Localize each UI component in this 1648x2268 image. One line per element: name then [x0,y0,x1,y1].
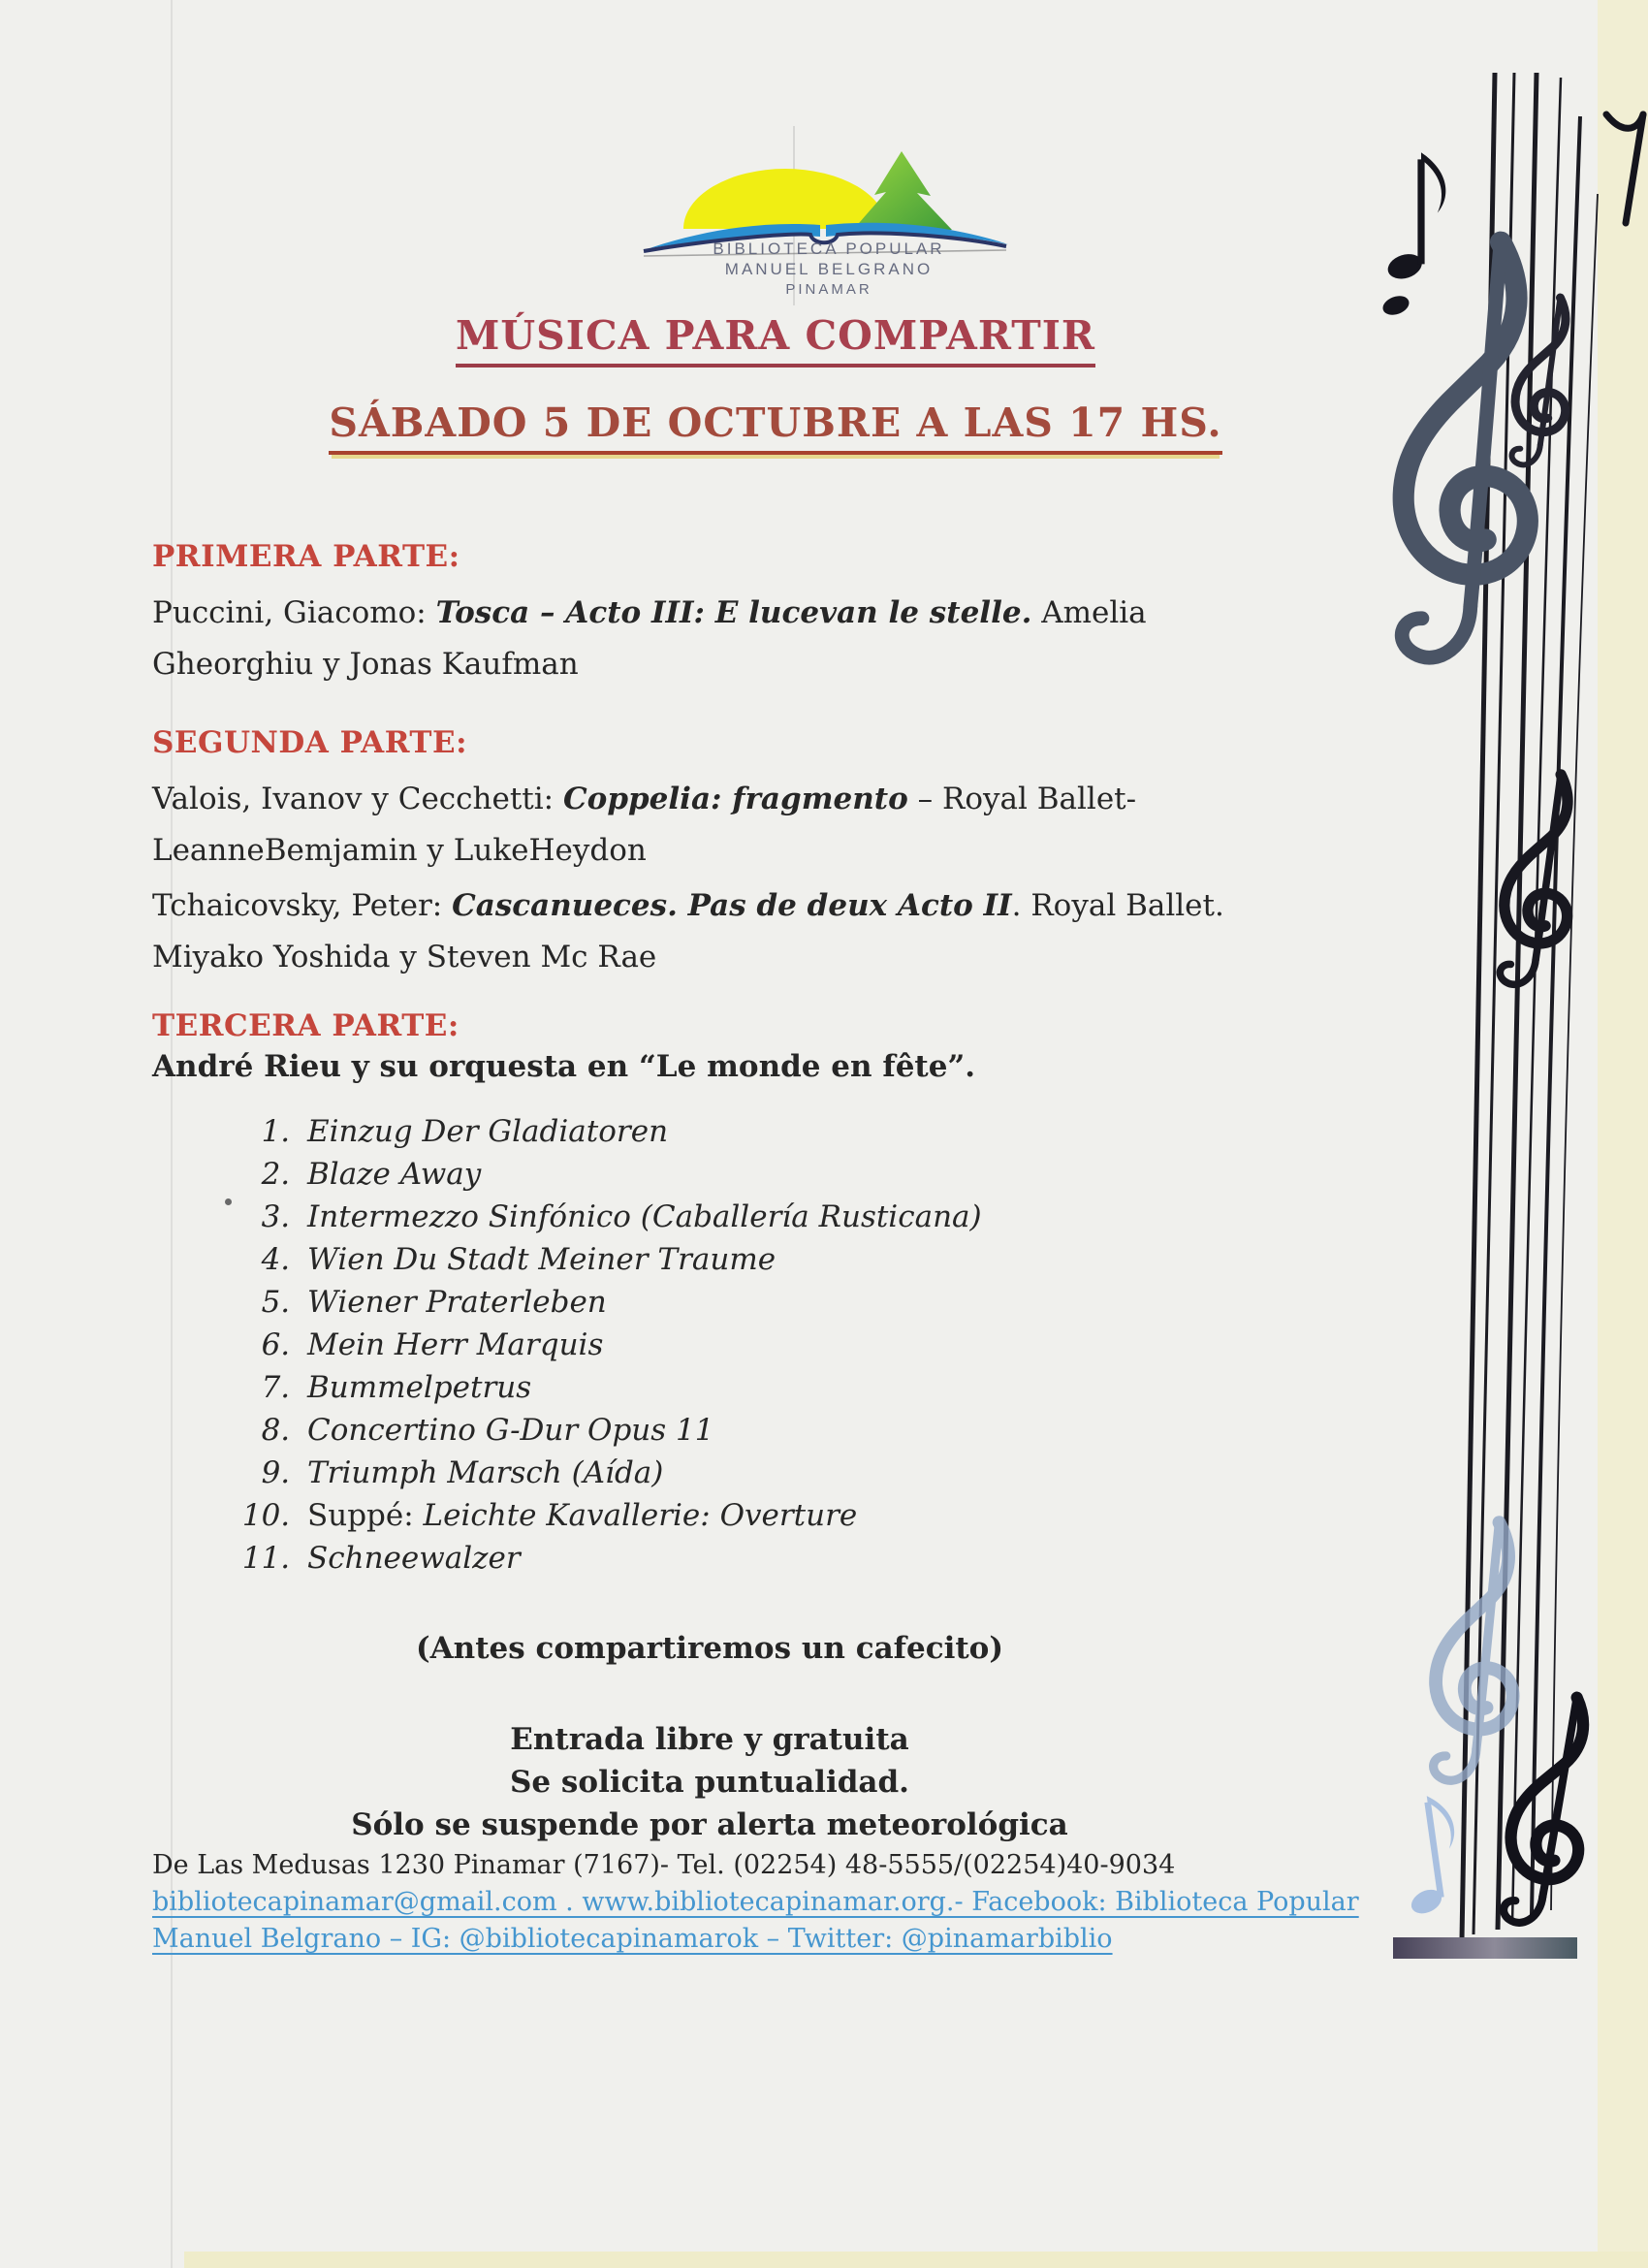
list-item: 3. Intermezzo Sinfónico (Caballería Rusticana) [300,1197,1025,1238]
section-heading-segunda: SEGUNDA PARTE: [152,725,468,760]
note-puntualidad: Se solicita puntualidad. [510,1765,909,1800]
footer-address: De Las Medusas 1230 Pinamar (7167)- Tel. (02254) 48-5555/(02254)40-9034 [152,1850,1176,1880]
page-title: MÚSICA PARA COMPARTIR [165,312,1386,367]
list-item: 2. Blaze Away [300,1154,1025,1196]
list-item: 10. Suppé: Leichte Kavallerie: Overture [300,1495,1025,1537]
music-rest-icon [1606,114,1643,223]
gradient-bar [1393,1937,1577,1959]
event-date-title: SÁBADO 5 DE OCTUBRE A LAS 17 HS. [165,399,1386,455]
logo-line-3: PINAMAR [785,281,872,298]
list-item: 5. Wiener Praterleben [300,1282,1025,1324]
list-item: 11. Schneewalzer [300,1538,1025,1580]
program-paragraph-coppelia: Valois, Ivanov y Cecchetti: Coppelia: fragmento – Royal Ballet-LeanneBemjamin y LukeHeydon [152,782,1137,868]
list-item: 1. Einzug Der Gladiatoren [300,1111,1025,1153]
sun-icon [683,169,887,229]
work-title: Cascanueces. Pas de deux Acto II [452,888,1012,923]
program-paragraph-puccini: Puccini, Giacomo: Tosca – Acto III: E lucevan le stelle. Amelia Gheorghiu y Jonas Kaufman [152,595,1147,682]
section-heading-tercera: TERCERA PARTE: [152,1008,460,1043]
treble-clef-icon [1383,234,1561,667]
list-item: 4. Wien Du Stadt Meiner Traume [300,1239,1025,1281]
eighth-note-icon [1394,1793,1466,1919]
program-paragraph-cascanueces: Tchaicovsky, Peter: Cascanueces. Pas de deux Acto II. Royal Ballet. Miyako Yoshida y Steven Mc Rae [152,888,1224,974]
note-alerta: Sólo se suspende por alerta meteorológica [351,1807,1068,1842]
music-decoration [1352,68,1648,1973]
footer-contact-links[interactable]: bibliotecapinamar@gmail.com . www.bibliotecapinamar.org.- Facebook: Biblioteca Popular [152,1887,1359,1917]
pine-tree-icon [853,151,952,230]
list-item: 7. Bummelpetrus [300,1367,1025,1409]
note-entrada: Entrada libre y gratuita [510,1722,909,1757]
sixteenth-note-icon [1380,152,1446,318]
program-list [152,1111,1025,1581]
tercera-intro: André Rieu y su orquesta en “Le monde en fête”. [152,1049,976,1084]
work-title: Coppelia: fragmento [562,782,908,816]
logo-line-2: MANUEL BELGRANO [724,260,934,278]
footer-social-links[interactable]: Manuel Belgrano – IG: @bibliotecapinamarok – Twitter: @pinamarbiblio [152,1924,1113,1954]
closing-notes [152,1718,1267,1846]
cafecito-note: (Antes compartiremos un cafecito) [415,1631,1004,1666]
section-heading-primera: PRIMERA PARTE: [152,539,460,574]
list-item: 9. Triumph Marsch (Aída) [300,1453,1025,1494]
treble-clef-icon [1490,769,1592,992]
logo-caption [620,239,1037,300]
list-item: 8. Concertino G-Dur Opus 11 [300,1410,1025,1452]
work-title: Tosca – Acto III: E lucevan le stelle. [435,595,1032,630]
list-item: 6. Mein Herr Marquis [300,1325,1025,1366]
scanner-edge-bottom [184,2252,1648,2268]
logo-line-1: BIBLIOTECA POPULAR [713,240,945,258]
